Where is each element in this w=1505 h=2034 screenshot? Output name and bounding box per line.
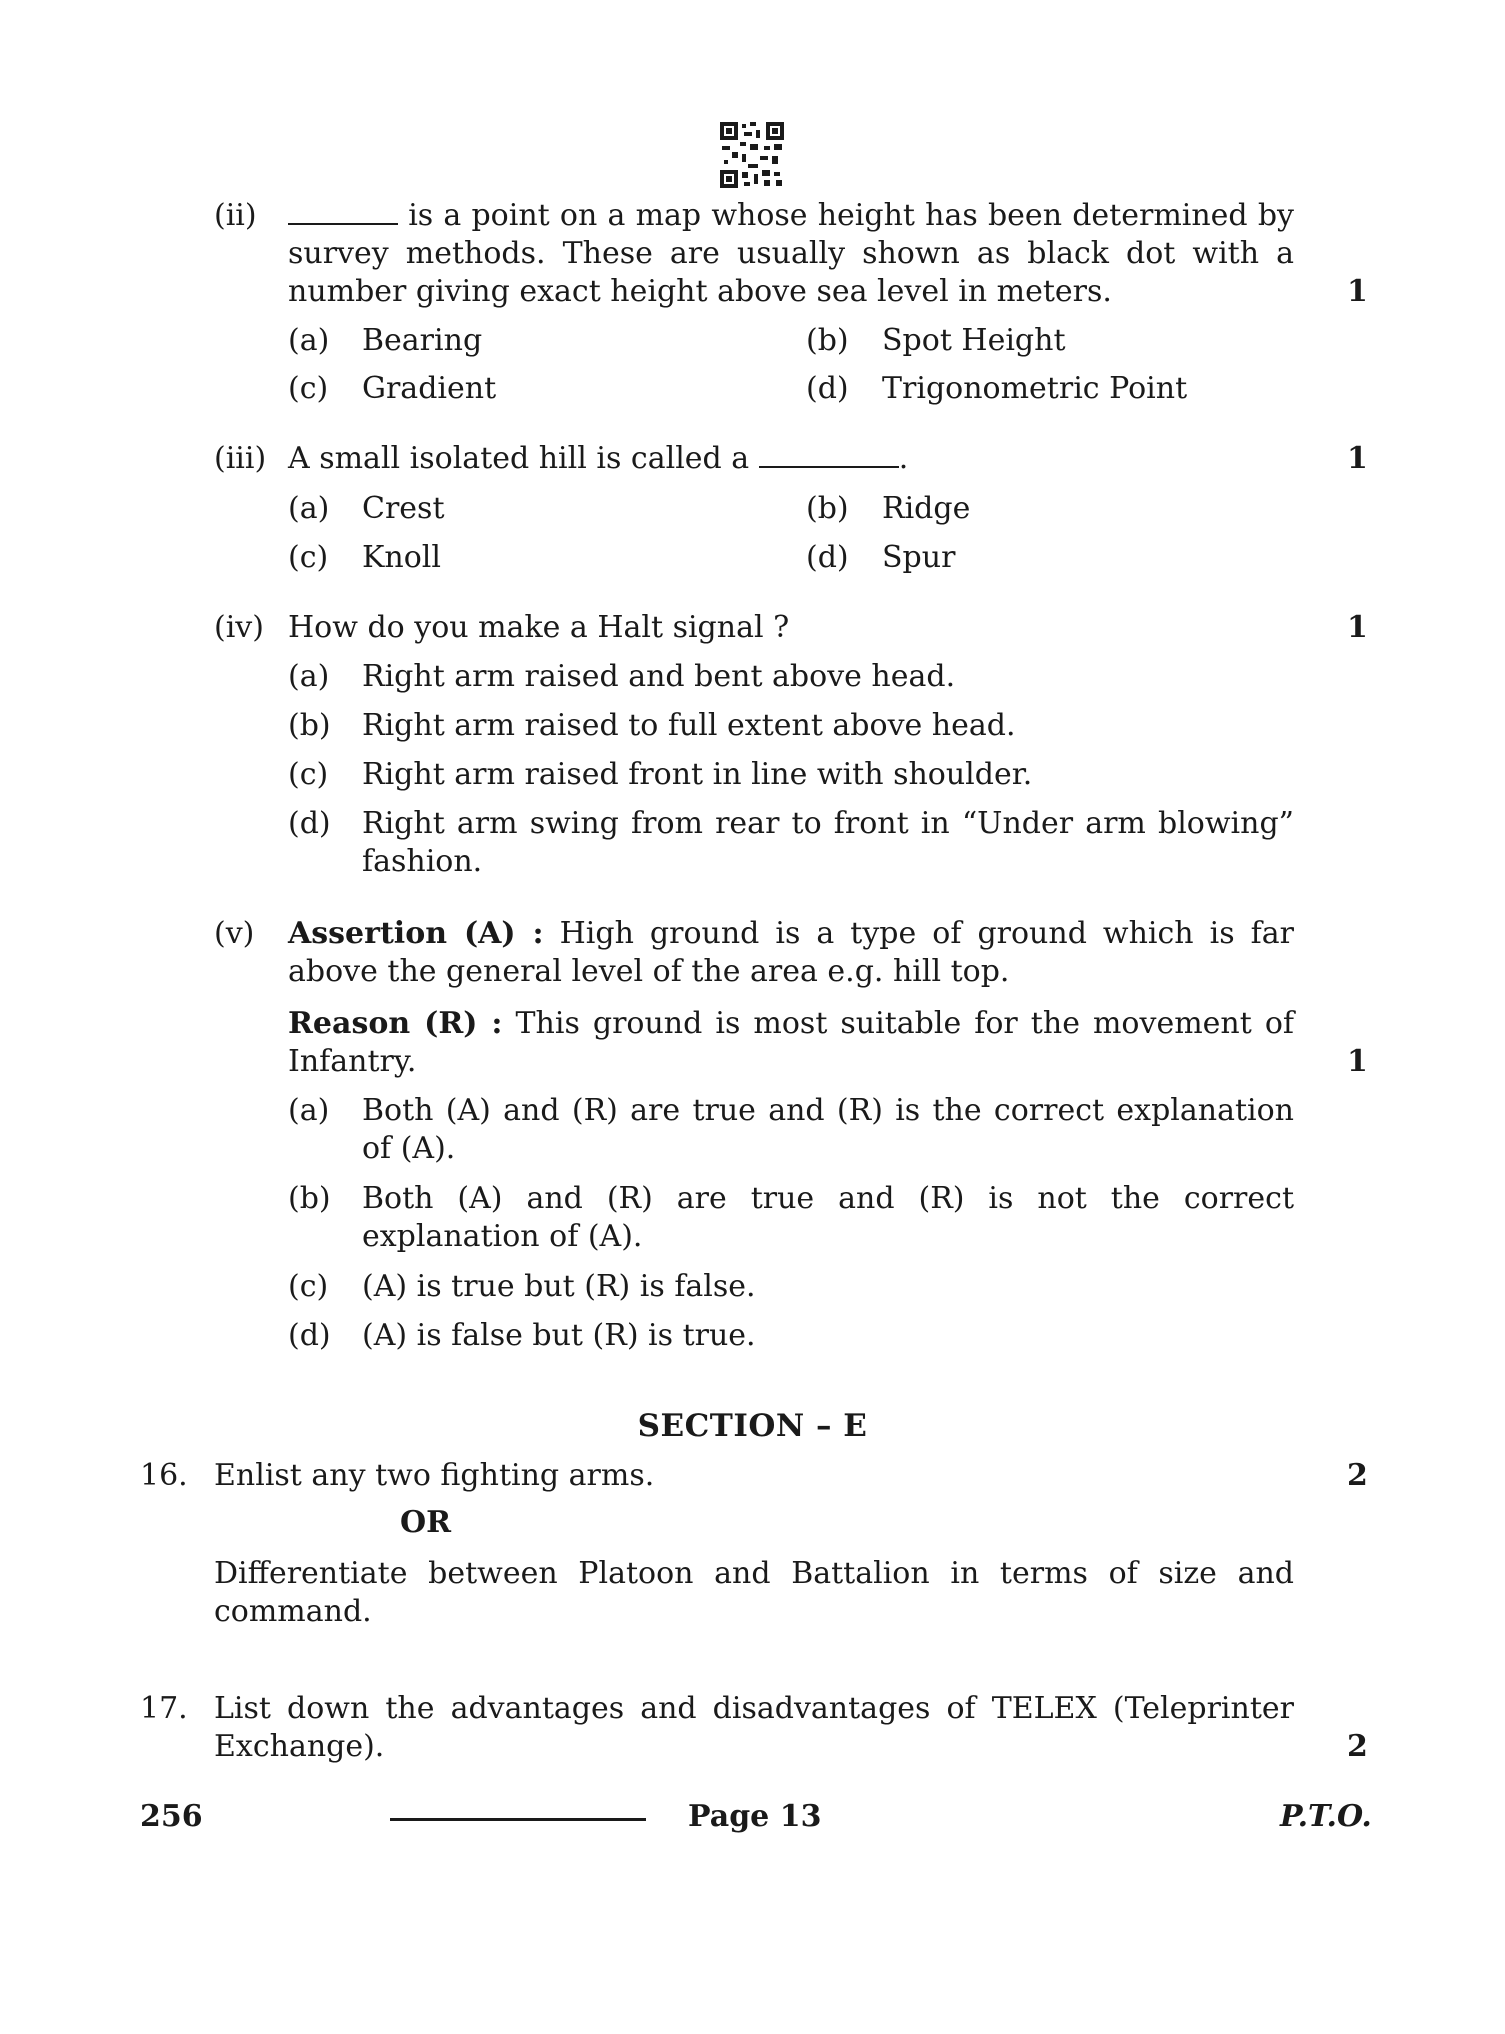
question-text-end: . <box>898 441 909 476</box>
option-label: (a) <box>288 1093 330 1128</box>
option-text: Right arm raised front in line with shoulder. <box>362 757 1033 792</box>
option-label: (c) <box>288 371 329 406</box>
pto-label: P.T.O. <box>1280 1799 1372 1834</box>
option-text: Both (A) and (R) are true and (R) is not the correct explanation of (A). <box>362 1181 1294 1254</box>
reason <box>288 1005 1294 1081</box>
question-text-content: is a point on a map whose height has been determined by survey methods. These are usually shown as black dot with a number giving exact height above sea level in meters. <box>288 198 1294 309</box>
footer-divider <box>390 1818 646 1821</box>
reason-text: This ground is most suitable for the movement of Infantry. <box>288 1006 1294 1079</box>
option-label: (c) <box>288 757 329 792</box>
assertion-label: Assertion (A) : <box>288 916 544 951</box>
question-text: How do you make a Halt signal ? <box>288 610 790 645</box>
question-marks: 1 <box>1347 610 1368 645</box>
option-text: Trigonometric Point <box>882 371 1188 406</box>
question-marks: 1 <box>1347 441 1368 476</box>
option-label: (a) <box>288 491 330 526</box>
question-number: (iv) <box>214 610 264 645</box>
option-label: (d) <box>288 806 331 841</box>
option-label: (b) <box>806 323 849 358</box>
question-marks: 1 <box>1347 1044 1368 1079</box>
question-marks: 2 <box>1347 1458 1368 1493</box>
answer-blank <box>288 197 398 225</box>
question-text <box>288 440 908 478</box>
question-text: Enlist any two fighting arms. <box>214 1458 655 1493</box>
option-label: (d) <box>806 371 849 406</box>
assertion <box>288 915 1294 991</box>
page-number: Page 13 <box>688 1799 822 1834</box>
option-text: Spur <box>882 540 956 575</box>
option-label: (c) <box>288 540 329 575</box>
question-text-content: A small isolated hill is called a <box>288 441 750 476</box>
section-title: SECTION – E <box>637 1408 868 1444</box>
option-text: Gradient <box>362 371 497 406</box>
option-text: Ridge <box>882 491 971 526</box>
option-label: (b) <box>288 708 331 743</box>
option-text: Bearing <box>362 323 483 358</box>
question-number: 17. <box>140 1691 188 1726</box>
option-label: (a) <box>288 659 330 694</box>
question-number: (ii) <box>214 198 257 233</box>
reason-label: Reason (R) : <box>288 1006 503 1041</box>
question-number: (iii) <box>214 441 267 476</box>
option-text: (A) is false but (R) is true. <box>362 1318 756 1353</box>
option-text: Spot Height <box>882 323 1066 358</box>
question-text: List down the advantages and disadvantages of TELEX (Teleprinter Exchange). <box>214 1691 1294 1764</box>
option-text: Knoll <box>362 540 441 575</box>
option-label: (d) <box>806 540 849 575</box>
option-text: Crest <box>362 491 445 526</box>
paper-code: 256 <box>140 1799 203 1834</box>
question-marks: 1 <box>1347 274 1368 309</box>
option-text: Right arm raised to full extent above head. <box>362 708 1016 743</box>
question-alt-text: Differentiate between Platoon and Battalion in terms of size and command. <box>214 1556 1294 1629</box>
question-text <box>288 197 1294 311</box>
question-number: (v) <box>214 916 255 951</box>
option-text: Right arm swing from rear to front in “Under arm blowing” fashion. <box>362 806 1294 879</box>
option-label: (c) <box>288 1269 329 1304</box>
option-text: (A) is true but (R) is false. <box>362 1269 756 1304</box>
option-text: Right arm raised and bent above head. <box>362 659 956 694</box>
option-text: Both (A) and (R) are true and (R) is the correct explanation of (A). <box>362 1093 1294 1166</box>
question-number: 16. <box>140 1458 188 1493</box>
answer-blank <box>759 440 899 468</box>
qr-code-icon <box>720 122 784 188</box>
option-label: (d) <box>288 1318 331 1353</box>
question-marks: 2 <box>1347 1729 1368 1764</box>
option-label: (a) <box>288 323 330 358</box>
assertion-text: High ground is a type of ground which is far above the general level of the area e.g. hill top. <box>288 916 1294 989</box>
option-label: (b) <box>288 1181 331 1216</box>
or-separator: OR <box>400 1505 452 1540</box>
option-label: (b) <box>806 491 849 526</box>
